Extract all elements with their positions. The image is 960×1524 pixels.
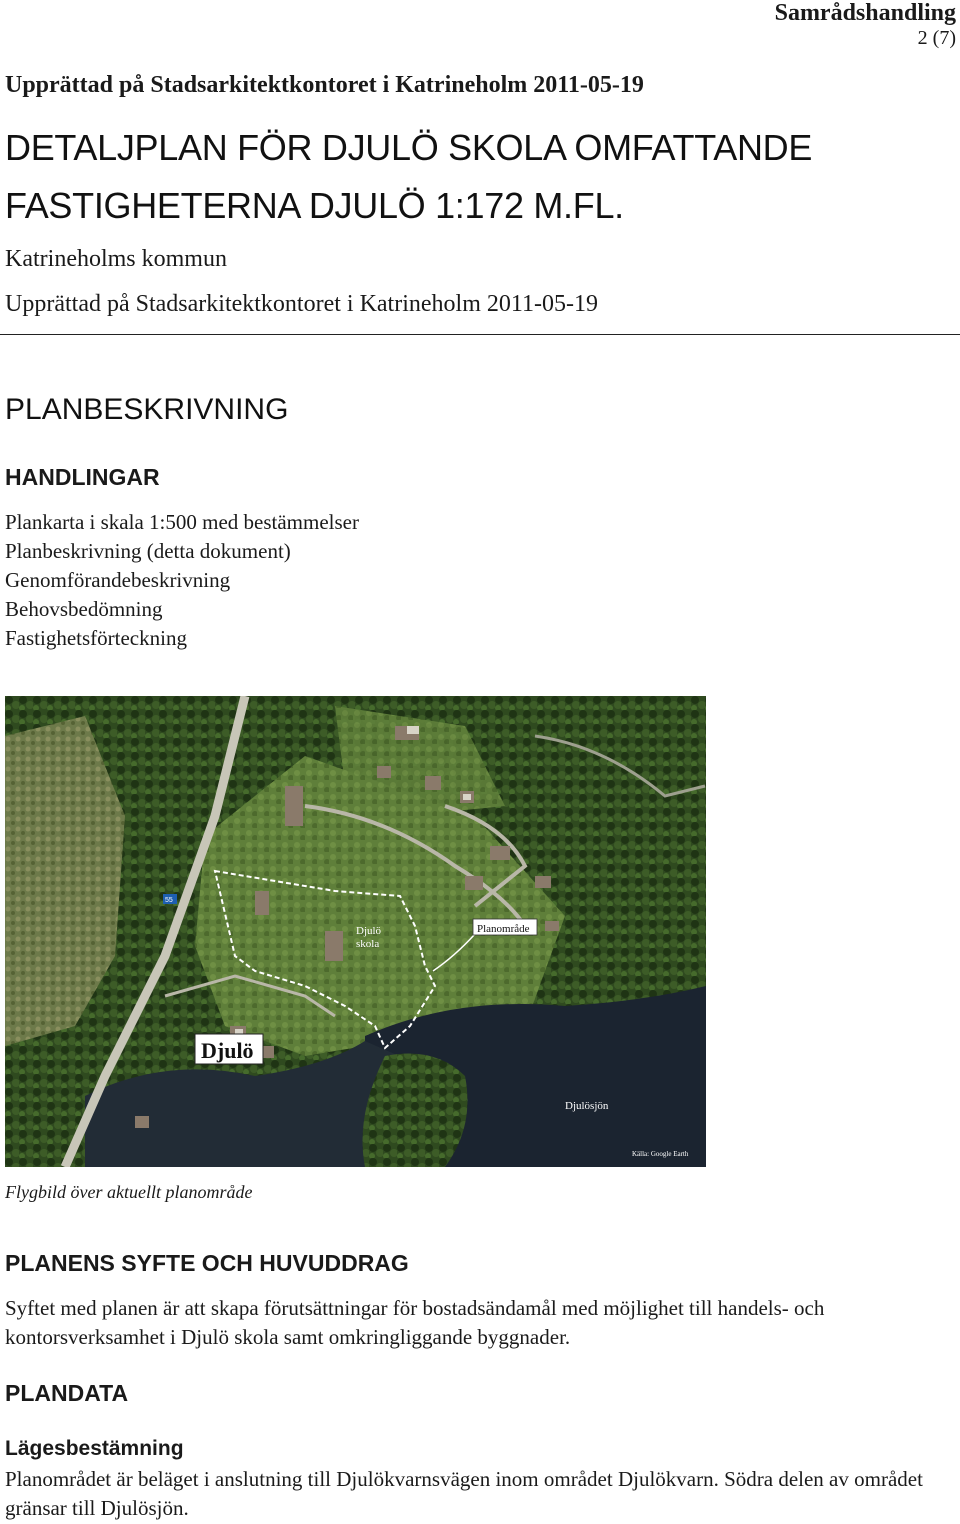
section-heading-handlingar: HANDLINGAR (5, 464, 160, 490)
road-number-label: 55 (165, 897, 173, 904)
syfte-paragraph: Syftet med planen är att skapa förutsättningar för bostadsändamål med möjlighet till handels- och kontorsverksamhet i Djulö skola samt omkringliggande byggnader. (5, 1296, 825, 1349)
source-label: Källa: Google Earth (632, 1150, 689, 1158)
section-heading-syfte: PLANENS SYFTE OCH HUVUDDRAG (5, 1250, 409, 1276)
school-label-line-2: skola (356, 938, 380, 950)
aerial-photo (5, 696, 706, 1167)
subheading-lagesbestamning: Lägesbestämning (5, 1437, 184, 1460)
municipality: Katrineholms kommun (5, 246, 227, 272)
school-label-line-1: Djulö (356, 925, 382, 937)
list-item: Behovsbedömning (5, 597, 163, 621)
horizontal-rule (0, 334, 960, 335)
lake-label: Djulösjön (565, 1100, 609, 1112)
header-prepared-line: Upprättad på Stadsarkitektkontoret i Katrineholm 2011-05-19 (5, 72, 644, 98)
prepared-line: Upprättad på Stadsarkitektkontoret i Katrineholm 2011-05-19 (5, 291, 598, 317)
document-status: Samrådshandling (774, 0, 956, 26)
list-item: Planbeskrivning (detta dokument) (5, 539, 291, 563)
section-heading-planbeskrivning: PLANBESKRIVNING (5, 393, 289, 426)
handlingar-list (5, 508, 359, 653)
village-label: Djulö (201, 1038, 254, 1063)
list-item: Plankarta i skala 1:500 med bestämmelser (5, 510, 359, 534)
lage-paragraph: Planområdet är beläget i anslutning till Djulökvarnsvägen inom området Djulökvarn. Södra delen av området gränsar till Djulösjön. (5, 1467, 923, 1520)
section-heading-plandata: PLANDATA (5, 1380, 129, 1406)
document-title-line-2: FASTIGHETERNA DJULÖ 1:172 M.FL. (5, 185, 624, 226)
list-item: Fastighetsförteckning (5, 626, 187, 650)
photo-caption: Flygbild över aktuellt planområde (5, 1182, 253, 1202)
plan-area-label: Planområde (477, 923, 530, 935)
page-number: 2 (7) (917, 27, 956, 49)
list-item: Genomförandebeskrivning (5, 568, 231, 592)
document-title-line-1: DETALJPLAN FÖR DJULÖ SKOLA OMFATTANDE (5, 127, 813, 168)
